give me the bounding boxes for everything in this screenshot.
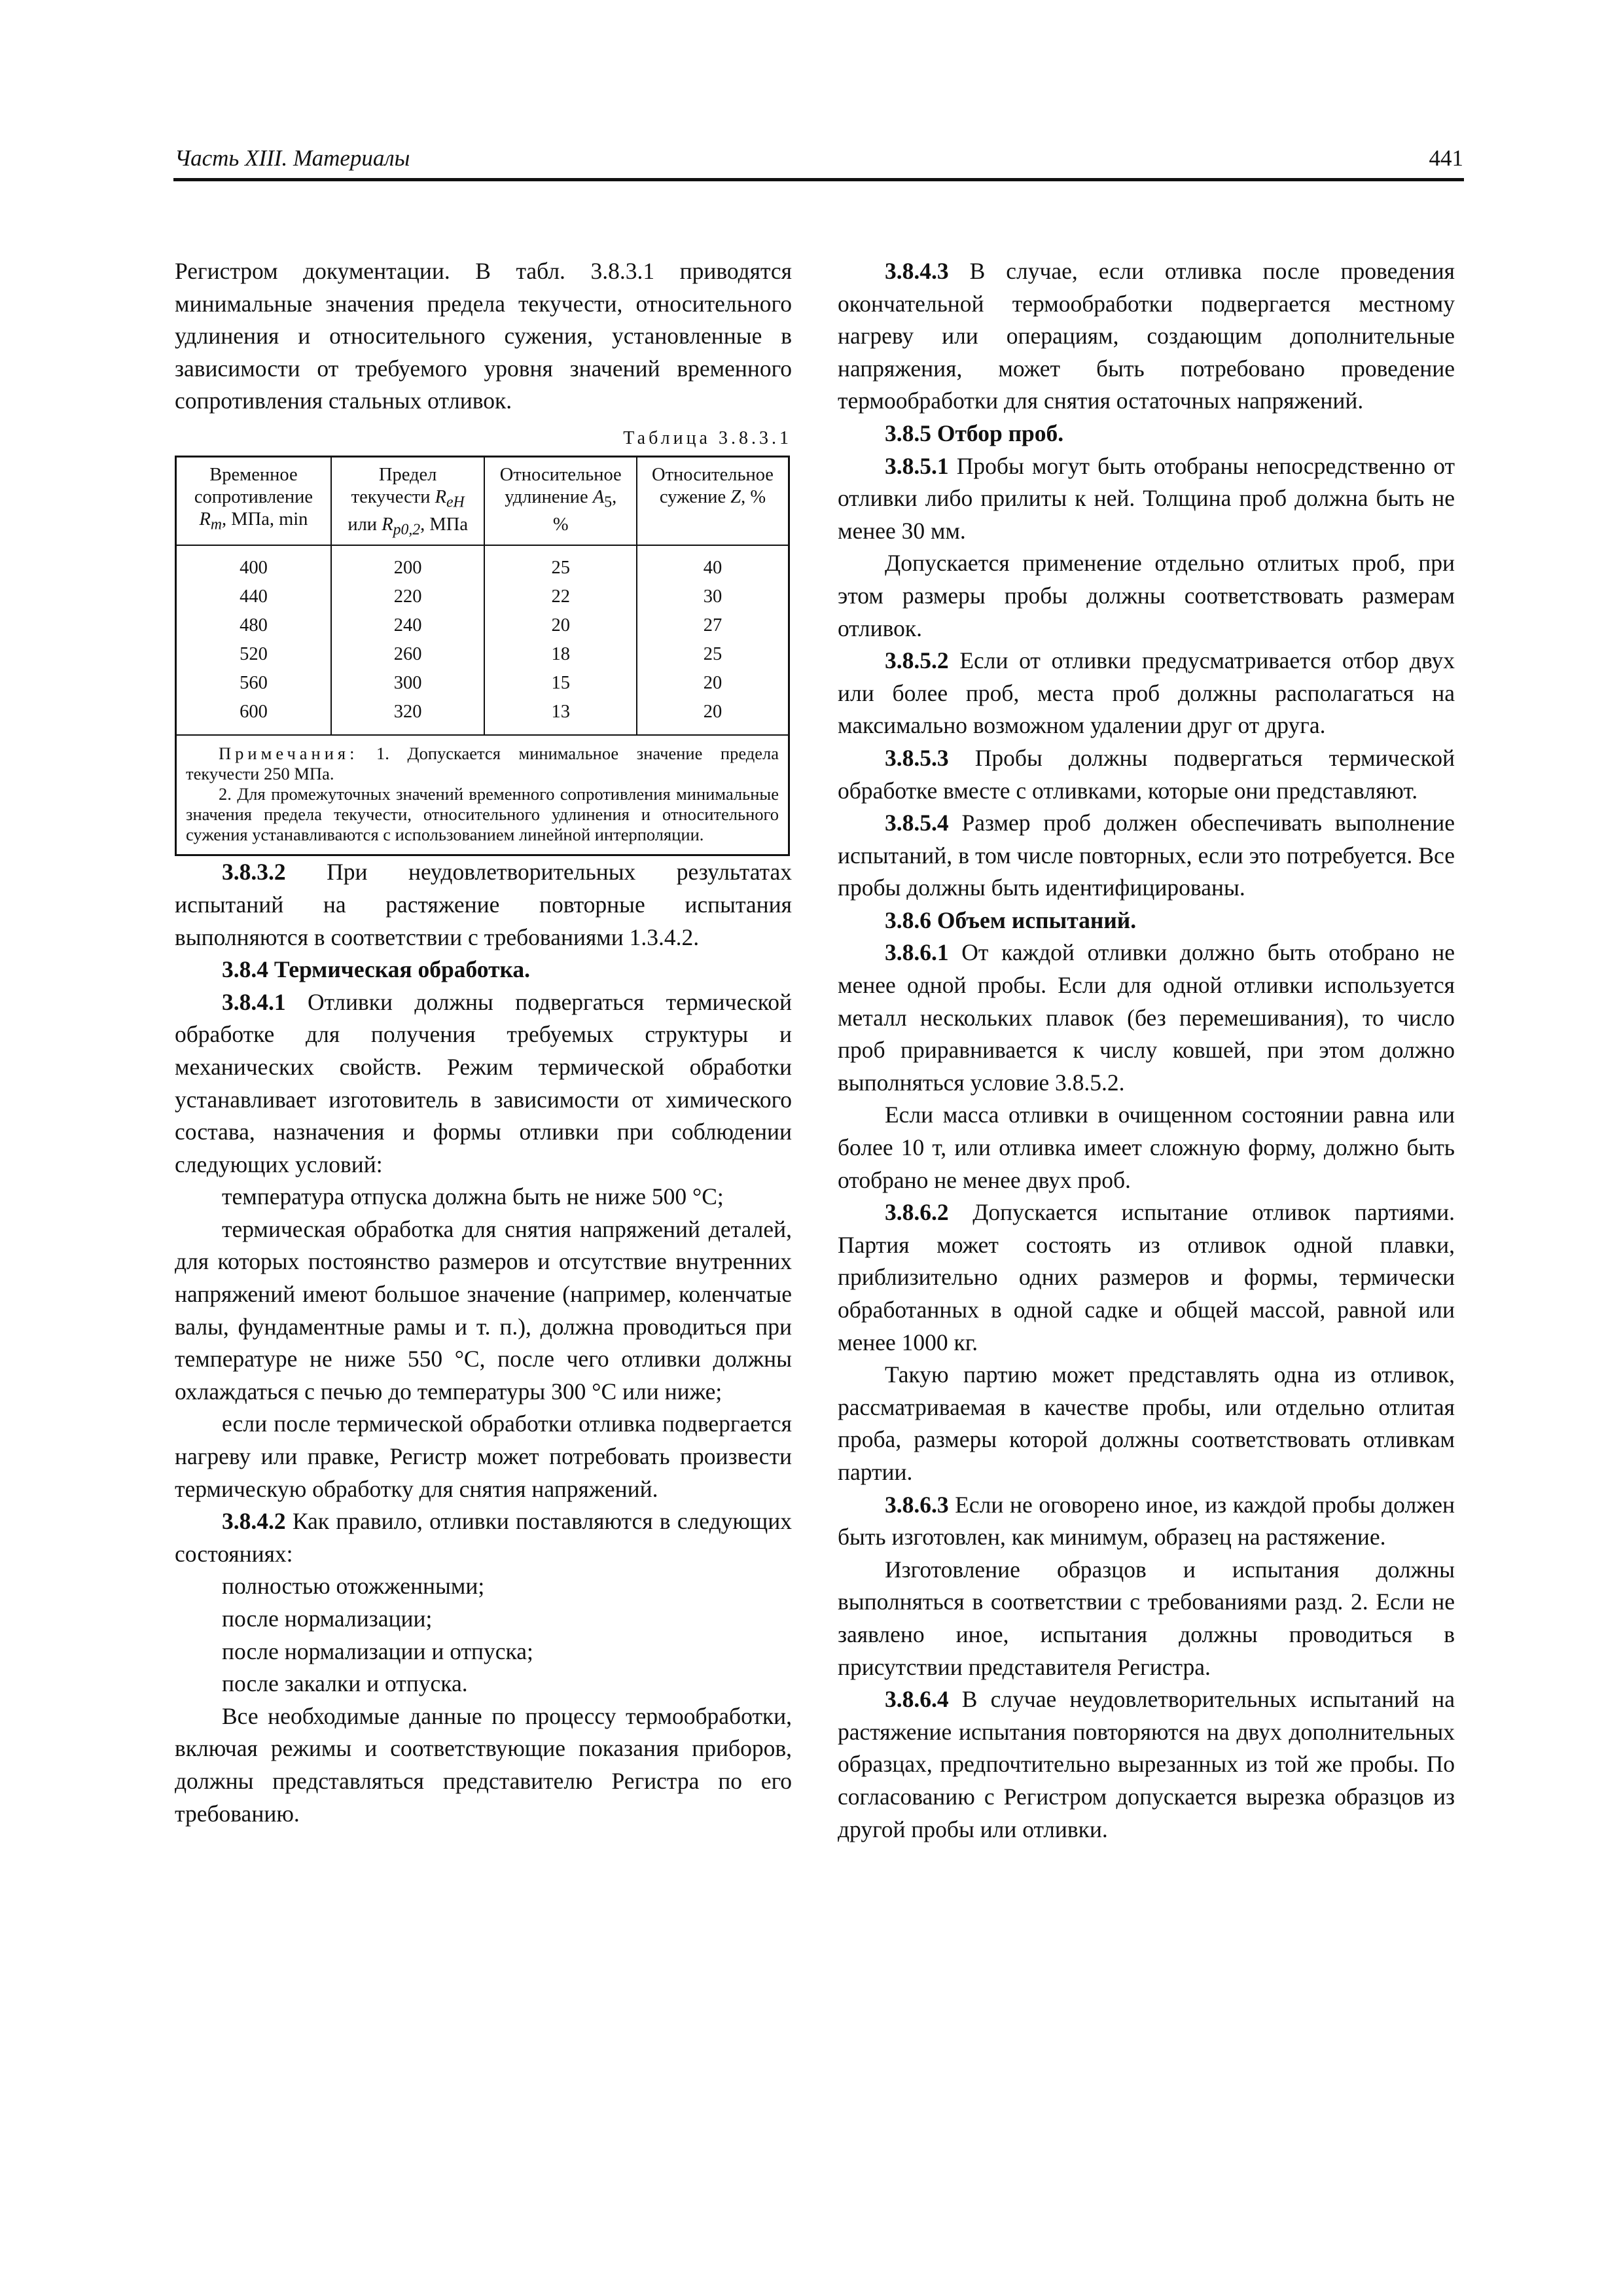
table-row bbox=[176, 640, 789, 669]
condition-3: если после термической обработки отливка подвергается нагреву или правке, Регистр может потребовать произвести термическую обработку для снятия напряжений. bbox=[175, 1410, 792, 1502]
paragraph-3-8-6-2-continued: Такую партию может представлять одна из отливок, рассматриваемая в качестве пробы, или отдельно отлитая проба, размеры которой должны соответствовать отливкам партии. bbox=[838, 1361, 1455, 1485]
table-notes bbox=[176, 735, 789, 855]
table-cell: 27 bbox=[637, 611, 789, 640]
paragraph-final: Все необходимые данные по процессу термообработки, включая режимы и соответствующие показания приборов, должны представляться представителю Регистра по его требованию. bbox=[175, 1702, 792, 1827]
table-cell: 15 bbox=[484, 669, 637, 698]
table-cell: 440 bbox=[176, 583, 331, 611]
notes-label: Примечания: bbox=[219, 744, 359, 764]
paragraph-3-8-6-1: 3.8.6.1 От каждой отливки должно быть отобрано не менее одной пробы. Если для одной отливки используется металл нескольких плавок (без перемешивания), то число проб приравнивается к числу ковшей, при этом должно выполняться условие 3.8.5.2. bbox=[838, 939, 1455, 1096]
paragraph-3-8-3-2: 3.8.3.2 При неудовлетворительных результатах испытаний на растяжение повторные испытания выполняются в соответствии с требованиями 1.3.4.2. bbox=[175, 859, 793, 950]
table-cell: 20 bbox=[637, 698, 789, 735]
table-cell: 260 bbox=[331, 640, 485, 669]
header-tensile-strength: Временное сопротивление $R_m$, МПа, min bbox=[176, 456, 331, 545]
note-1: 1. Допускается минимальное значение предела текучести 250 МПа. bbox=[186, 744, 779, 784]
table-cell: 20 bbox=[637, 669, 789, 698]
table-cell: 40 bbox=[637, 545, 789, 583]
paragraph-3-8-5-3: 3.8.5.3 Пробы должны подвергаться термической обработке вместе с отливками, которые они представляют. bbox=[838, 744, 1455, 804]
table-cell: 25 bbox=[637, 640, 789, 669]
table-row bbox=[176, 669, 789, 698]
table-notes-row bbox=[176, 735, 789, 855]
header-reduction-of-area: Относительное сужение Z, % bbox=[637, 456, 789, 545]
paragraph-3-8-5-1-continued: Допускается применение отдельно отлитых проб, при этом размеры пробы должны соответствовать размерам отливок. bbox=[838, 550, 1455, 641]
list-item: после нормализации и отпуска; bbox=[222, 1638, 533, 1664]
header-elongation: Относительное удлинение $A_5$, % bbox=[484, 456, 637, 545]
table-row bbox=[176, 583, 789, 611]
table-header-row bbox=[176, 456, 789, 545]
table-caption: Таблица 3.8.3.1 bbox=[623, 427, 792, 448]
table-cell: 520 bbox=[176, 640, 331, 669]
table-row bbox=[176, 698, 789, 735]
left-column bbox=[175, 255, 792, 1830]
list-item: полностью отожженными; bbox=[222, 1573, 485, 1600]
table-cell: 18 bbox=[484, 640, 637, 669]
table-cell: 22 bbox=[484, 583, 637, 611]
properties-table bbox=[175, 456, 790, 856]
table-cell: 30 bbox=[637, 583, 789, 611]
intro-paragraph: Регистром документации. В табл. 3.8.3.1 приводятся минимальные значения предела текучести, относительного удлинения и относительного сужения, установленные в зависимости от требуемого уровня значений временного сопротивления стальных отливок. bbox=[175, 258, 792, 414]
list-item: после закалки и отпуска. bbox=[222, 1670, 468, 1697]
heading-3-8-4: 3.8.4 Термическая обработка. bbox=[222, 956, 531, 983]
note-2: 2. Для промежуточных значений временного сопротивления минимальные значения предела текучести, относительного удлинения и относительного сужения устанавливаются с использованием линейной интерполяции. bbox=[186, 784, 779, 845]
condition-1: температура отпуска должна быть не ниже 500 °С; bbox=[222, 1183, 724, 1210]
table-cell: 25 bbox=[484, 545, 637, 583]
list-item: после нормализации; bbox=[222, 1605, 433, 1632]
table-cell: 300 bbox=[331, 669, 485, 698]
paragraph-3-8-6-3: 3.8.6.3 Если не оговорено иное, из каждой пробы должен быть изготовлен, как минимум, образец на растяжение. bbox=[838, 1491, 1455, 1551]
paragraph-3-8-4-1: 3.8.4.1 Отливки должны подвергаться термической обработке для получения требуемых структуры и механических свойств. Режим термической обработки устанавливает изготовитель в зависимости от химического состава, назначения и формы отливки при соблюдении следующих условий: bbox=[175, 988, 793, 1177]
heading-3-8-5: 3.8.5 Отбор проб. bbox=[885, 420, 1064, 446]
header-yield-strength: Предел текучести $R_{eH}$ или $R_{p0,2}$, МПа bbox=[331, 456, 485, 545]
paragraph-3-8-6-2: 3.8.6.2 Допускается испытание отливок партиями. Партия может состоять из отливок одной плавки, приблизительно одних размеров и формы, термически обработанных в одной садке и общей массой, равной или менее 1000 кг. bbox=[838, 1199, 1455, 1355]
header-title: Часть XIII. Материалы bbox=[175, 145, 410, 171]
header-rule bbox=[173, 178, 1464, 181]
page-number: 441 bbox=[1429, 145, 1463, 171]
paragraph-3-8-6-3-continued: Изготовление образцов и испытания должны выполняться в соответствии с требованиями разд. 2. Если не заявлено иное, испытания должны проводиться в присутствии представителя Регистра. bbox=[838, 1556, 1455, 1680]
paragraph-3-8-6-4: 3.8.6.4 В случае неудовлетворительных испытаний на растяжение испытания повторяются на двух дополнительных образцах, предпочтительно вырезанных из той же пробы. По согласованию с Регистром допускается вырезка образцов из другой пробы или отливки. bbox=[838, 1686, 1455, 1842]
table-row bbox=[176, 611, 789, 640]
condition-2: термическая обработка для снятия напряжений деталей, для которых постоянство размеров и отсутствие внутренних напряжений имеют большое значение (например, коленчатые валы, фундаментные рамы и т. п.), должна проводиться при температуре не ниже 550 °С, после чего отливки должны охлаждаться с печью до температуры 300 °С или ниже; bbox=[175, 1215, 792, 1405]
table-cell: 13 bbox=[484, 698, 637, 735]
table-cell: 400 bbox=[176, 545, 331, 583]
paragraph-3-8-5-1: 3.8.5.1 Пробы могут быть отобраны непосредственно от отливки либо прилиты к ней. Толщина проб должна быть не менее 30 мм. bbox=[838, 452, 1455, 544]
paragraph-3-8-6-1-continued: Если масса отливки в очищенном состоянии равна или более 10 т, или отливка имеет сложную форму, должно быть отобрано не менее двух проб. bbox=[838, 1102, 1455, 1193]
table-cell: 600 bbox=[176, 698, 331, 735]
table-cell: 320 bbox=[331, 698, 485, 735]
table-row bbox=[176, 545, 789, 583]
paragraph-3-8-5-4: 3.8.5.4 Размер проб должен обеспечивать выполнение испытаний, в том числе повторных, если это потребуется. Все пробы должны быть идентифицированы. bbox=[838, 810, 1455, 901]
table-cell: 200 bbox=[331, 545, 485, 583]
right-column bbox=[838, 255, 1455, 1846]
heading-3-8-6: 3.8.6 Объем испытаний. bbox=[885, 906, 1137, 933]
paragraph-3-8-4-2: 3.8.4.2 Как правило, отливки поставляются в следующих состояниях: bbox=[175, 1508, 792, 1567]
paragraph-3-8-4-3: 3.8.4.3 В случае, если отливка после проведения окончательной термообработки подвергается местному нагреву или операциям, создающим дополнительные напряжения, может быть потребовано проведение термообработки для снятия остаточных напряжений. bbox=[838, 258, 1455, 414]
table-cell: 20 bbox=[484, 611, 637, 640]
paragraph-3-8-5-2: 3.8.5.2 Если от отливки предусматривается отбор двух или более проб, места проб должны располагаться на максимально возможном удалении друг от друга. bbox=[838, 647, 1455, 739]
table-cell: 240 bbox=[331, 611, 485, 640]
table-cell: 480 bbox=[176, 611, 331, 640]
table-cell: 560 bbox=[176, 669, 331, 698]
table-cell: 220 bbox=[331, 583, 485, 611]
